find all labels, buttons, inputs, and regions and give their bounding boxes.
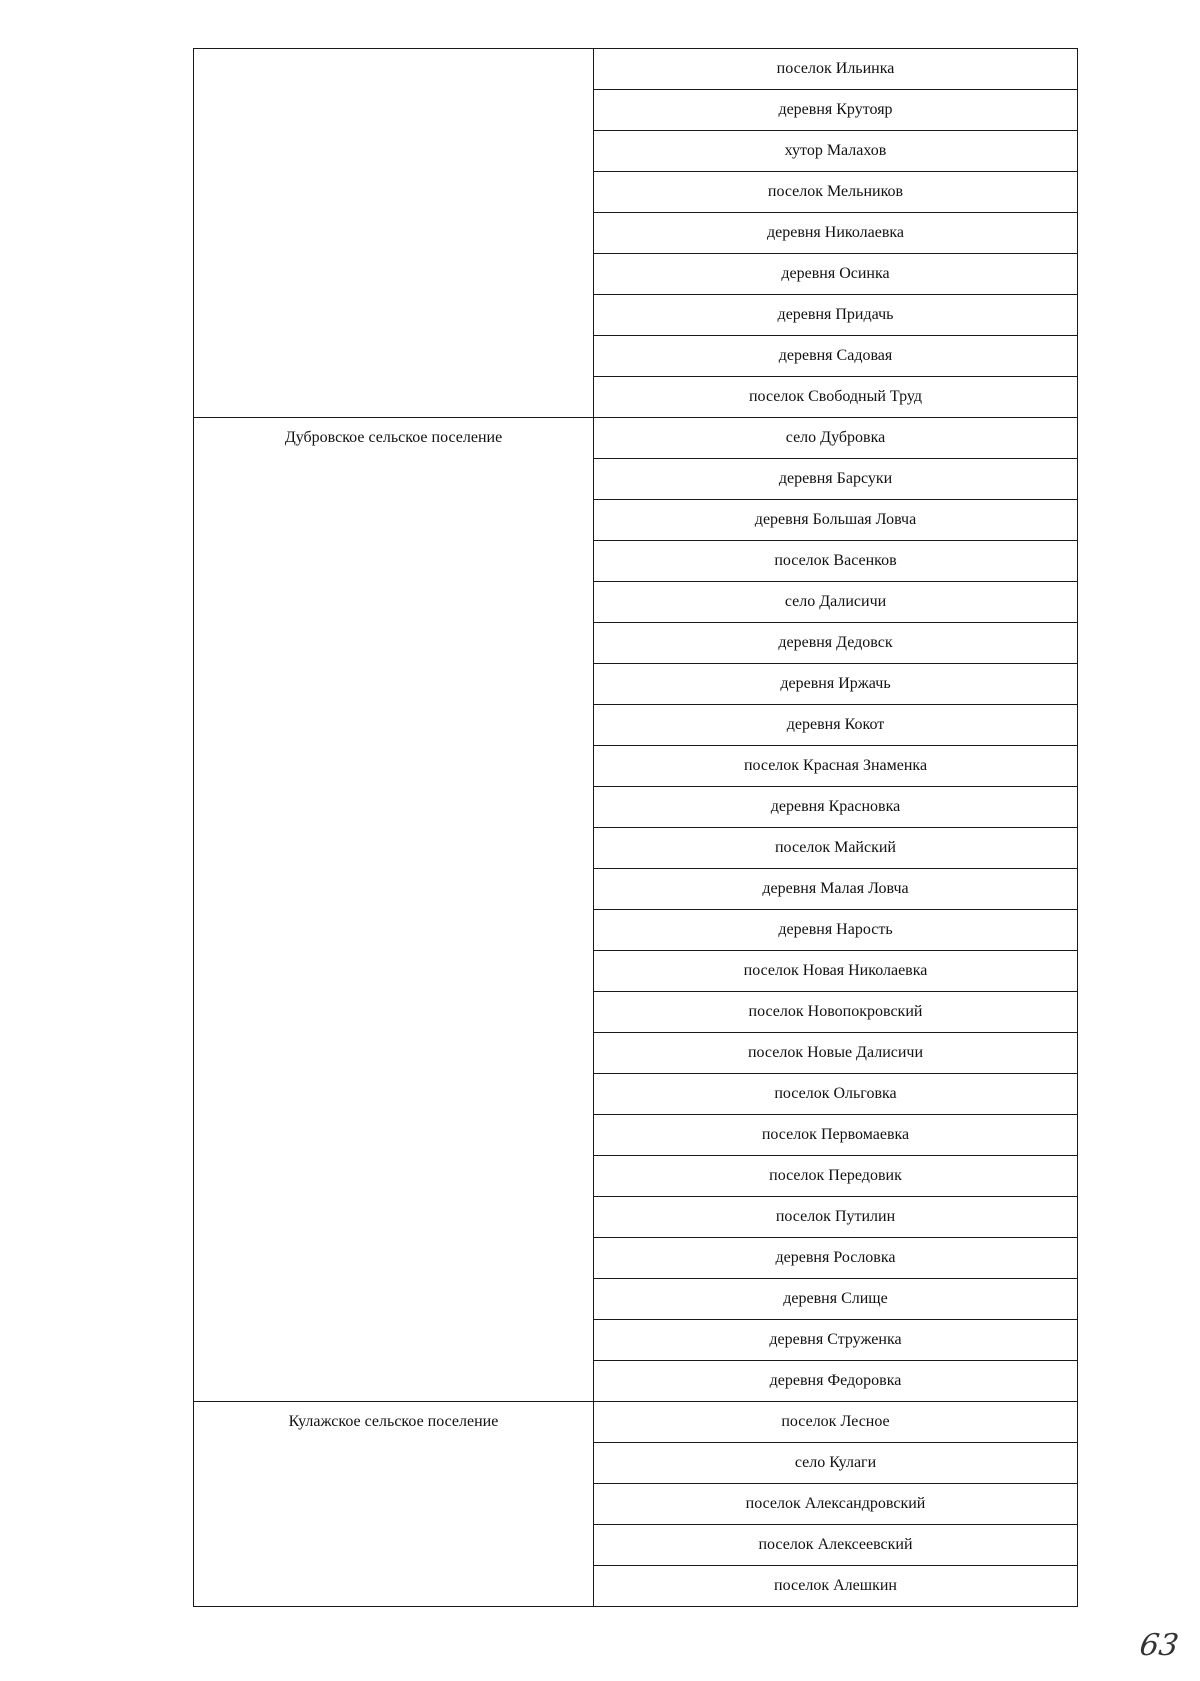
settlement-cell: поселок Лесное — [594, 1402, 1078, 1443]
settlement-cell: поселок Свободный Труд — [594, 377, 1078, 418]
settlement-cell: деревня Придачь — [594, 295, 1078, 336]
settlement-cell: деревня Садовая — [594, 336, 1078, 377]
settlement-cell: поселок Алексеевский — [594, 1525, 1078, 1566]
settlement-cell: деревня Крутояр — [594, 90, 1078, 131]
settlement-cell: поселок Майский — [594, 828, 1078, 869]
settlement-cell: поселок Ильинка — [594, 49, 1078, 90]
settlement-cell: село Кулаги — [594, 1443, 1078, 1484]
municipality-name — [194, 49, 593, 61]
settlement-cell: поселок Красная Знаменка — [594, 746, 1078, 787]
table-row — [194, 418, 1078, 459]
table-row — [194, 49, 1078, 90]
settlement-cell: поселок Мельников — [594, 172, 1078, 213]
settlement-cell: поселок Путилин — [594, 1197, 1078, 1238]
settlement-cell: село Далисичи — [594, 582, 1078, 623]
settlement-cell: хутор Малахов — [594, 131, 1078, 172]
settlement-cell: деревня Красновка — [594, 787, 1078, 828]
municipality-cell — [194, 49, 594, 418]
settlement-cell: поселок Новопокровский — [594, 992, 1078, 1033]
settlement-cell: поселок Первомаевка — [594, 1115, 1078, 1156]
settlement-cell: деревня Иржачь — [594, 664, 1078, 705]
settlement-cell: село Дубровка — [594, 418, 1078, 459]
table-row — [194, 1402, 1078, 1443]
municipality-cell — [194, 418, 594, 1402]
settlement-cell: деревня Нарость — [594, 910, 1078, 951]
settlement-cell: деревня Большая Ловча — [594, 500, 1078, 541]
municipality-name: Кулажское сельское поселение — [288, 1413, 499, 1430]
settlement-cell: деревня Слище — [594, 1279, 1078, 1320]
settlement-cell: поселок Алешкин — [594, 1566, 1078, 1607]
settlement-cell: поселок Новые Далисичи — [594, 1033, 1078, 1074]
settlement-cell: деревня Дедовск — [594, 623, 1078, 664]
settlement-cell: поселок Новая Николаевка — [594, 951, 1078, 992]
settlement-cell: деревня Кокот — [594, 705, 1078, 746]
settlement-cell: деревня Рословка — [594, 1238, 1078, 1279]
settlements-table-body — [194, 49, 1078, 1607]
settlement-cell: деревня Струженка — [594, 1320, 1078, 1361]
settlement-cell: деревня Осинка — [594, 254, 1078, 295]
settlement-cell: деревня Барсуки — [594, 459, 1078, 500]
municipality-name: Дубровское сельское поселение — [284, 429, 503, 446]
settlement-cell: деревня Малая Ловча — [594, 869, 1078, 910]
page-number: 63 — [1137, 1628, 1181, 1663]
municipality-cell — [194, 1402, 594, 1607]
settlement-cell: деревня Николаевка — [594, 213, 1078, 254]
settlements-table — [193, 48, 1078, 1607]
settlement-cell: поселок Ольговка — [594, 1074, 1078, 1115]
settlement-cell: деревня Федоровка — [594, 1361, 1078, 1402]
settlement-cell: поселок Передовик — [594, 1156, 1078, 1197]
settlement-cell: поселок Александровский — [594, 1484, 1078, 1525]
settlement-cell: поселок Васенков — [594, 541, 1078, 582]
